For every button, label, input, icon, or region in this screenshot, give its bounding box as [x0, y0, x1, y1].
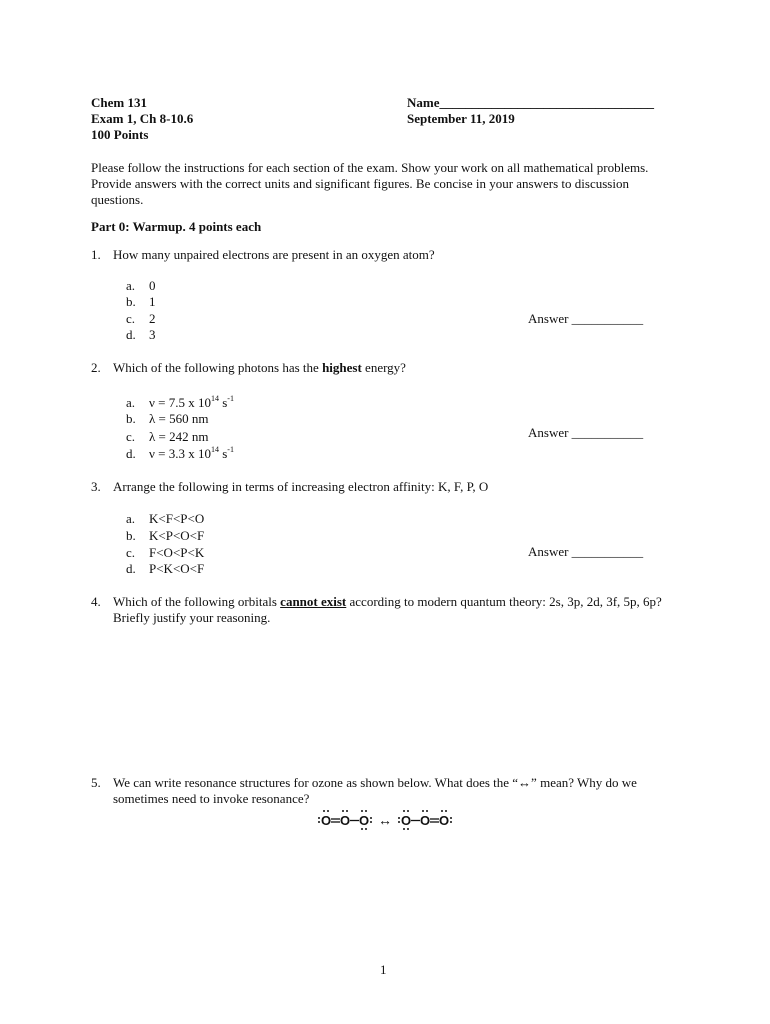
option-letter: d. — [126, 561, 136, 576]
q3-option-b[interactable] — [126, 528, 204, 544]
q4-answer-space[interactable] — [91, 630, 681, 760]
q5-answer-space[interactable] — [91, 840, 681, 950]
option-unit: s — [218, 395, 228, 410]
option-letter: c. — [126, 545, 136, 560]
option-letter: a. — [126, 395, 136, 410]
q3-option-c[interactable] — [126, 545, 204, 561]
oxygen-atom: O — [339, 813, 351, 828]
q1-answer-blank[interactable]: Answer ___________ — [528, 311, 644, 326]
q2-text-pre: Which of the following photons has the — [113, 360, 323, 375]
page-number: 1 — [380, 962, 387, 977]
q1-option-d[interactable] — [126, 327, 156, 343]
exam-chapters: Exam 1, Ch 8-10.6 — [91, 111, 194, 126]
q2-text-post: energy? — [361, 360, 406, 375]
option-text: ν = 7.5 x 10 — [149, 395, 211, 410]
option-text: 0 — [149, 278, 156, 293]
q4-text-pre: Which of the following orbitals — [113, 594, 281, 609]
oxygen-atom: O — [320, 813, 332, 828]
q1-option-b[interactable] — [126, 294, 156, 310]
name-line[interactable] — [407, 95, 654, 111]
q5-number: 5. — [91, 775, 101, 790]
option-letter: a. — [126, 278, 136, 293]
q2-option-d[interactable] — [126, 446, 234, 462]
option-unit-exponent: -1 — [227, 444, 234, 454]
q3-text: Arrange the following in terms of increasing electron affinity: K, F, P, O — [113, 479, 489, 494]
part0-title: Part 0: Warmup. 4 points each — [91, 219, 262, 234]
q2-option-b[interactable] — [126, 411, 209, 427]
name-label: Name — [407, 95, 440, 110]
option-text: λ = 560 nm — [149, 411, 209, 426]
course-title: Chem 131 — [91, 95, 147, 110]
option-letter: b. — [126, 528, 136, 543]
option-text: λ = 242 nm — [149, 429, 209, 444]
option-exponent: 14 — [210, 444, 219, 454]
option-letter: d. — [126, 446, 136, 461]
resonance-arrow: ↔ — [378, 812, 392, 828]
option-letter: c. — [126, 311, 136, 326]
ozone-structure-2 — [401, 813, 449, 828]
option-text: K<F<P<O — [149, 511, 205, 526]
q4-number: 4. — [91, 594, 101, 609]
option-unit: s — [218, 446, 228, 461]
option-text: K<P<O<F — [149, 528, 205, 543]
q2-text-emphasis: highest — [322, 360, 362, 375]
q2-text — [113, 360, 678, 376]
q3-answer-blank[interactable]: Answer ___________ — [528, 544, 644, 559]
q4-text — [113, 594, 675, 626]
q1-text: How many unpaired electrons are present in an oxygen atom? — [113, 247, 435, 262]
option-letter: d. — [126, 327, 136, 342]
q2-option-c[interactable] — [126, 429, 209, 445]
q2-option-a[interactable] — [126, 395, 234, 411]
q3-number: 3. — [91, 479, 101, 494]
option-letter: c. — [126, 429, 136, 444]
oxygen-atom: O — [358, 813, 370, 828]
exam-points: 100 Points — [91, 127, 149, 142]
q3-option-d[interactable] — [126, 561, 204, 577]
option-text: 1 — [149, 294, 156, 309]
option-letter: b. — [126, 294, 136, 309]
option-exponent: 14 — [210, 393, 219, 403]
q4-text-post: according to modern quantum theory: 2s, 3p, 2d, 3f, 5p, 6p? Briefly justify your reasoning. — [113, 594, 662, 625]
option-unit-exponent: -1 — [227, 393, 234, 403]
ozone-resonance-structures — [318, 808, 454, 832]
name-blank[interactable]: _________________________________ — [439, 95, 654, 110]
q4-text-emphasis: cannot exist — [280, 594, 347, 609]
oxygen-atom: O — [438, 813, 450, 828]
oxygen-atom: O — [400, 813, 412, 828]
q1-option-c[interactable] — [126, 311, 156, 327]
ozone-structure-1 — [321, 813, 369, 828]
option-text: P<K<O<F — [149, 561, 205, 576]
oxygen-atom: O — [419, 813, 431, 828]
q1-number: 1. — [91, 247, 101, 262]
q5-text: We can write resonance structures for ozone as shown below. What does the “↔” mean? Why do we sometimes need to invoke resonance? — [113, 775, 637, 806]
instructions: Please follow the instructions for each section of the exam. Show your work on all mathematical problems. Provide answers with the correct units and significant figures. Be concise in your answers to discussion questions. — [91, 160, 649, 207]
exam-date: September 11, 2019 — [407, 111, 515, 126]
option-text: ν = 3.3 x 10 — [149, 446, 211, 461]
option-text: F<O<P<K — [149, 545, 205, 560]
q3-option-a[interactable] — [126, 511, 204, 527]
option-letter: b. — [126, 411, 136, 426]
option-letter: a. — [126, 511, 136, 526]
q2-answer-blank[interactable]: Answer ___________ — [528, 425, 644, 440]
q1-option-a[interactable] — [126, 278, 156, 294]
option-text: 3 — [149, 327, 156, 342]
q2-number: 2. — [91, 360, 101, 375]
option-text: 2 — [149, 311, 156, 326]
